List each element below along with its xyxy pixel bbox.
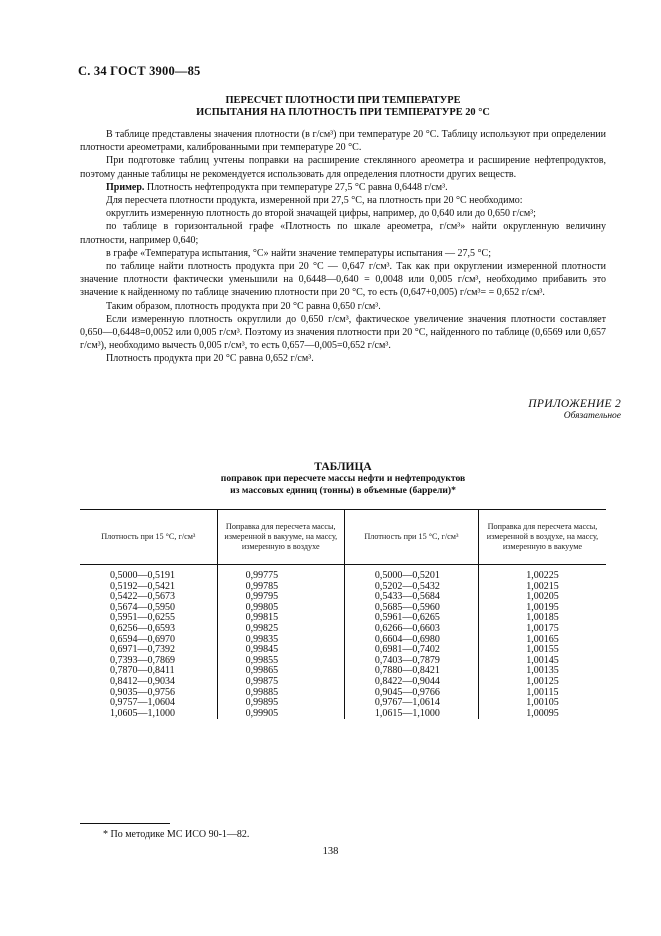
density-range-cell: 0,7880—0,8421 bbox=[344, 666, 478, 677]
paragraph: При подготовке таблиц учтены поправки на расширение стеклянного ареометра и расширение нефтепродуктов, поэтому данные таблицы не рекомендуется использовать для определения плотности других веществ. bbox=[80, 155, 606, 180]
paragraph: по таблице найти плотность продукта при 20 °С — 0,647 г/см³. Так как при округлении измеренной плотности значение плотности фактически уменьшили на 0,6448—0,640 = 0,0048 или 0,005 г/см³, необходимо прибавить это значение к найденному по таблице значению плотности при 20 °С, то есть (0,647+0,005) г/см³= = 0,652 г/см³. bbox=[80, 261, 606, 299]
density-range-cell: 0,5685—0,5960 bbox=[344, 603, 478, 614]
section-title bbox=[80, 95, 606, 119]
density-range-cell: 0,8422—0,9044 bbox=[344, 677, 478, 688]
appendix-label bbox=[528, 398, 621, 421]
section-title-line1: ПЕРЕСЧЕТ ПЛОТНОСТИ ПРИ ТЕМПЕРАТУРЕ bbox=[225, 95, 461, 106]
density-range-cell: 0,8412—0,9034 bbox=[110, 675, 175, 687]
column-header-density: Плотность при 15 °С, г/см³ bbox=[344, 510, 478, 565]
correction-value-cell: 0,99805 bbox=[217, 603, 344, 614]
footnote: * По методике МС ИСО 90-1—82. bbox=[103, 829, 250, 840]
density-range-cell: 0,5000—0,5191 bbox=[110, 570, 175, 581]
correction-value-cell: 1,00155 bbox=[478, 645, 606, 656]
paragraph: в графе «Температура испытания, °С» найти значение температуры испытания — 27,5 °С; bbox=[106, 247, 491, 259]
table-row bbox=[80, 565, 606, 582]
correction-value-cell: 0,99885 bbox=[217, 688, 344, 699]
density-range-cell: 0,5202—0,5432 bbox=[344, 582, 478, 593]
correction-value-cell: 0,99815 bbox=[217, 613, 344, 624]
correction-value-cell: 1,00105 bbox=[478, 698, 606, 709]
density-range-cell: 0,6981—0,7402 bbox=[344, 645, 478, 656]
density-range-cell: 0,5951—0,6255 bbox=[110, 612, 175, 624]
paragraph: Таким образом, плотность продукта при 20 °С равна 0,650 г/см³. bbox=[106, 300, 381, 312]
density-range-cell: 0,7393—0,7869 bbox=[110, 654, 175, 666]
table-header-row bbox=[80, 510, 606, 565]
correction-value-cell: 0,99775 bbox=[217, 565, 344, 582]
density-range-cell: 0,5422—0,5673 bbox=[110, 591, 175, 603]
correction-value-cell: 1,00135 bbox=[478, 666, 606, 677]
correction-value-cell: 0,99785 bbox=[217, 582, 344, 593]
paragraph: округлить измеренную плотность до второй значащей цифры, например, до 0,640 или до 0,650 г/см³; bbox=[106, 208, 536, 220]
correction-value-cell: 1,00095 bbox=[478, 709, 606, 720]
correction-value-cell: 0,99865 bbox=[217, 666, 344, 677]
page-number: 138 bbox=[322, 846, 339, 857]
column-header-correction-vacuum-to-air: Поправка для пересчета массы, измеренной в вакууме, на массу, измеренную в воздухе bbox=[217, 510, 344, 565]
correction-value-cell: 1,00225 bbox=[478, 565, 606, 582]
paragraph: Плотность продукта при 20 °С равна 0,652 г/см³. bbox=[106, 353, 314, 365]
table-title: ТАБЛИЦА bbox=[314, 461, 372, 473]
density-range-cell: 0,5961—0,6265 bbox=[344, 613, 478, 624]
correction-value-cell: 1,00205 bbox=[478, 592, 606, 603]
correction-value-cell: 1,00115 bbox=[478, 688, 606, 699]
appendix-title: ПРИЛОЖЕНИЕ 2 bbox=[528, 398, 621, 410]
appendix-subtitle: Обязательное bbox=[563, 411, 621, 421]
paragraph: по таблице в горизонтальной графе «Плотность по шкале ареометра, г/см³» найти округленную величину плотности, например 0,640; bbox=[80, 221, 606, 246]
correction-value-cell: 0,99905 bbox=[217, 709, 344, 720]
density-range-cell: 0,9035—0,9756 bbox=[110, 686, 175, 698]
correction-value-cell: 0,99855 bbox=[217, 656, 344, 667]
density-range-cell: 0,6256—0,6593 bbox=[110, 622, 175, 634]
example-label: Пример. bbox=[106, 181, 145, 193]
paragraph: В таблице представлены значения плотности (в г/см³) при температуре 20 °С. Таблицу используют при определении плотности ареометрами, калиброванными при температуре 20 °С. bbox=[80, 129, 606, 154]
density-range-cell: 0,7870—0,8411 bbox=[110, 665, 175, 677]
paragraph: Если измеренную плотность округлили до 0,650 г/см³, фактическое увеличение значения плотности составляет 0,650—0,6448=0,0052 или 0,005 г/см³. Поэтому из значения плотности при 20 °С, найденного по таблице (0,6569 или 0,657 г/см³), необходимо вычесть 0,005 г/см³, то есть 0,657—0,005=0,652 г/см³. bbox=[80, 313, 606, 352]
table-row bbox=[80, 677, 606, 688]
paragraph-example bbox=[80, 181, 606, 194]
density-range-cell: 0,6594—0,6970 bbox=[110, 633, 175, 645]
correction-value-cell: 0,99795 bbox=[217, 592, 344, 603]
example-text: Плотность нефтепродукта при температуре 27,5 °С равна 0,6448 г/см³. bbox=[144, 181, 448, 193]
body-text bbox=[80, 128, 606, 366]
column-header-correction-air-to-vacuum: Поправка для пересчета массы, измеренной в воздухе, на массу, измеренную в вакууме bbox=[478, 510, 606, 565]
section-title-line2: ИСПЫТАНИЯ НА ПЛОТНОСТЬ ПРИ ТЕМПЕРАТУРЕ 20 °С bbox=[196, 107, 490, 118]
density-range-cell: 0,6266—0,6603 bbox=[344, 624, 478, 635]
correction-value-cell: 0,99825 bbox=[217, 624, 344, 635]
density-range-cell: 0,7403—0,7879 bbox=[344, 656, 478, 667]
correction-value-cell: 1,00125 bbox=[478, 677, 606, 688]
correction-value-cell: 0,99875 bbox=[217, 677, 344, 688]
correction-value-cell: 0,99845 bbox=[217, 645, 344, 656]
density-range-cell: 0,6971—0,7392 bbox=[110, 644, 175, 656]
footnote-divider bbox=[80, 823, 170, 824]
table-title-block bbox=[80, 461, 606, 496]
density-range-cell: 0,9045—0,9766 bbox=[344, 688, 478, 699]
density-range-cell: 0,6604—0,6980 bbox=[344, 635, 478, 646]
correction-table bbox=[80, 509, 606, 719]
density-range-cell: 1,0605—1,1000 bbox=[110, 707, 175, 719]
correction-value-cell: 1,00145 bbox=[478, 656, 606, 667]
density-range-cell: 0,5000—0,5201 bbox=[344, 565, 478, 582]
density-range-cell: 0,9757—1,0604 bbox=[110, 697, 175, 709]
correction-value-cell: 1,00165 bbox=[478, 635, 606, 646]
density-range-cell: 0,5192—0,5421 bbox=[110, 580, 175, 592]
paragraph: Для пересчета плотности продукта, измеренной при 27,5 °С, на плотность при 20 °С необходимо: bbox=[106, 195, 523, 207]
correction-value-cell: 0,99895 bbox=[217, 698, 344, 709]
table-subtitle-line1: поправок при пересчете массы нефти и нефтепродуктов bbox=[220, 473, 466, 484]
correction-value-cell: 0,99835 bbox=[217, 635, 344, 646]
density-range-cell: 0,5433—0,5684 bbox=[344, 592, 478, 603]
correction-value-cell: 1,00185 bbox=[478, 613, 606, 624]
table-row bbox=[80, 709, 606, 720]
column-header-density: Плотность при 15 °С, г/см³ bbox=[80, 510, 217, 565]
density-range-cell: 1,0615—1,1000 bbox=[344, 709, 478, 720]
correction-value-cell: 1,00215 bbox=[478, 582, 606, 593]
correction-value-cell: 1,00195 bbox=[478, 603, 606, 614]
table-row bbox=[80, 624, 606, 635]
table-subtitle-line2: из массовых единиц (тонны) в объемные (баррели)* bbox=[230, 484, 456, 496]
page-header: С. 34 ГОСТ 3900—85 bbox=[78, 64, 201, 78]
density-range-cell: 0,9767—1,0614 bbox=[344, 698, 478, 709]
density-range-cell: 0,5674—0,5950 bbox=[110, 601, 175, 613]
correction-value-cell: 1,00175 bbox=[478, 624, 606, 635]
